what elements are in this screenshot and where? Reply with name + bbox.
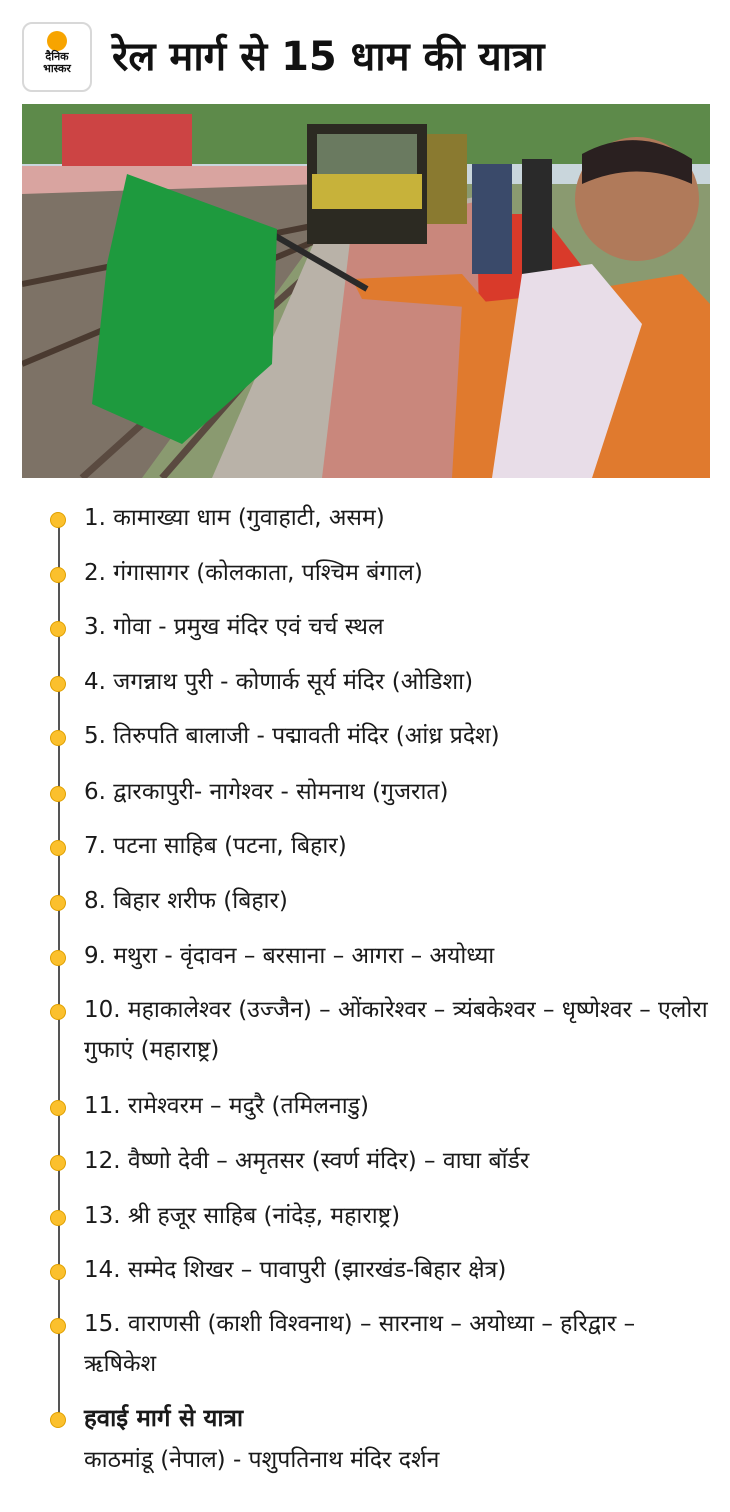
bullet-dot xyxy=(50,730,66,746)
destination-item-15: 15. वाराणसी (काशी विश्वनाथ) – सारनाथ – अयोध्या – हरिद्वार – ऋषिकेश xyxy=(84,1311,636,1377)
destination-item-6: 6. द्वारकापुरी- नागेश्वर - सोमनाथ (गुजरात) xyxy=(84,779,449,805)
bullet-dot xyxy=(50,1100,66,1116)
dainik-bhaskar-logo xyxy=(22,22,92,92)
bullet-dot xyxy=(50,1412,66,1428)
sun-icon xyxy=(47,31,67,51)
destination-item-9: 9. मथुरा - वृंदावन – बरसाना – आगरा – अयोध्या xyxy=(84,943,495,969)
destination-item-1: 1. कामाख्या धाम (गुवाहाटी, असम) xyxy=(84,505,385,531)
destination-item-5: 5. तिरुपति बालाजी - पद्मावती मंदिर (आंध्र प्रदेश) xyxy=(84,723,500,749)
bullet-dot xyxy=(50,1155,66,1171)
bullet-dot xyxy=(50,676,66,692)
destination-item-10: 10. महाकालेश्वर (उज्जैन) – ओंकारेश्वर – त्र्यंबकेश्वर – धृष्णेश्वर – एलोरा गुफाएं (महाराष्ट्र) xyxy=(84,997,708,1063)
logo-line-1: दैनिक xyxy=(45,50,69,63)
air-travel-detail: काठमांडू (नेपाल) - पशुपतिनाथ मंदिर दर्शन xyxy=(84,1447,440,1473)
destination-item-12: 12. वैष्णो देवी – अमृतसर (स्वर्ण मंदिर) – वाघा बॉर्डर xyxy=(84,1148,530,1174)
logo-line-2: भास्कर xyxy=(43,62,71,75)
destination-item-14: 14. सम्मेद शिखर – पावापुरी (झारखंड-बिहार क्षेत्र) xyxy=(84,1257,507,1283)
bullet-dot xyxy=(50,1210,66,1226)
destination-item-4: 4. जगन्नाथ पुरी - कोणार्क सूर्य मंदिर (ओडिशा) xyxy=(84,669,474,695)
bullet-dot xyxy=(50,1318,66,1334)
bullet-dot xyxy=(50,512,66,528)
destination-item-3: 3. गोवा - प्रमुख मंदिर एवं चर्च स्थल xyxy=(84,614,384,640)
destination-item-8: 8. बिहार शरीफ (बिहार) xyxy=(84,888,288,914)
bullet-dot xyxy=(50,786,66,802)
bullet-dot xyxy=(50,950,66,966)
destination-item-2: 2. गंगासागर (कोलकाता, पश्चिम बंगाल) xyxy=(84,560,423,586)
page-title: रेल मार्ग से 15 धाम की यात्रा xyxy=(112,34,545,80)
flag-off-photo xyxy=(22,104,710,478)
bullet-dot xyxy=(50,840,66,856)
bullet-dot xyxy=(50,1004,66,1020)
destination-item-13: 13. श्री हजूर साहिब (नांदेड़, महाराष्ट्र) xyxy=(84,1203,401,1229)
destination-item-7: 7. पटना साहिब (पटना, बिहार) xyxy=(84,833,347,859)
bullet-dot xyxy=(50,1264,66,1280)
bullet-dot xyxy=(50,621,66,637)
bullet-dot xyxy=(50,895,66,911)
destination-item-11: 11. रामेश्वरम – मदुरै (तमिलनाडु) xyxy=(84,1093,369,1119)
air-travel-title: हवाई मार्ग से यात्रा xyxy=(84,1404,244,1432)
bullet-dot xyxy=(50,567,66,583)
